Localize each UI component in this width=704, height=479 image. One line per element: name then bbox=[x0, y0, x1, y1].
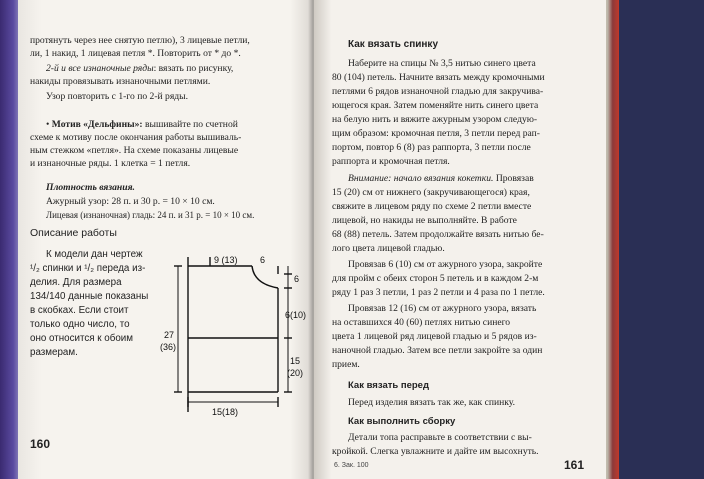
right-page-number: 161 bbox=[564, 458, 585, 472]
heading-assembly: Как выполнить сборку bbox=[348, 416, 456, 427]
p4-line-3: цвета 1 лицевой ряд лицевой гладью и 5 рядов из- bbox=[332, 331, 537, 342]
p1-line-2: 80 (104) петель. Начните вязать между кромочными bbox=[332, 72, 545, 83]
left-line-1b: ли, 1 накид, 1 лицевая петля *. Повторить от * до *. bbox=[30, 48, 241, 59]
motif-line-2: схеме к мотиву после окончания работы вышиваль- bbox=[30, 132, 242, 143]
diagram-label-bottom: 15(18) bbox=[212, 407, 239, 417]
left-line-3: Узор повторить с 1-го по 2-й ряды. bbox=[46, 91, 188, 102]
diagram-label-top: 9 (13) bbox=[214, 255, 238, 265]
density-heading: Плотность вязания. bbox=[46, 182, 135, 193]
p1-line-5: на белую нить и вяжите ажурным узором следую- bbox=[332, 114, 538, 125]
description-line-6: только одно число, то bbox=[30, 319, 130, 330]
diagram-label-left-paren: (36) bbox=[160, 342, 177, 352]
left-line-1a: протянуть через нее снятую петлю), 3 лицевые петли, bbox=[30, 35, 250, 46]
p1-line-3: петлями 6 рядов изнаночной гладью для закручива- bbox=[332, 86, 544, 97]
p4-line-2: на оставшихся 40 (60) петлях нитью синего bbox=[332, 317, 511, 328]
p1-line-1: Наберите на спицы № 3,5 нитью синего цвета bbox=[348, 58, 536, 69]
diagram-label-right-lower-paren: (20) bbox=[287, 368, 304, 378]
p4-line-4: наночной гладью. Затем все петли закройте за один bbox=[332, 345, 543, 356]
p2-line-1 bbox=[348, 172, 534, 185]
p1-line-6: щим образом: кромочная петля, 3 петли перед рап- bbox=[332, 128, 540, 139]
p4-line-1: Провязав 12 (16) см от ажурного узора, вязать bbox=[348, 303, 537, 314]
left-line-2a: 2-й и все изнаночные ряды: вязать по рисунку, bbox=[46, 63, 234, 74]
description-line-7: оно относится к обоим bbox=[30, 333, 134, 344]
p2-line-1-text: Провязав bbox=[495, 173, 534, 184]
p6-line-2: кройкой. Слегка увлажните и дайте им высохнуть. bbox=[332, 446, 539, 457]
motif-line-4: и изнаночные ряды. 1 клетка = 1 петля. bbox=[30, 158, 191, 169]
diagram-label-right-lower: 15 bbox=[290, 356, 301, 366]
p3-line-2: для пройм с обеих сторон 5 петель и в каждом 2-м bbox=[332, 273, 539, 284]
density-line-2: Лицевая (изнаночная) гладь: 24 п. и 31 р. = 10 × 10 см. bbox=[46, 210, 255, 220]
left-page-number: 160 bbox=[30, 437, 51, 451]
description-line-8: размерам. bbox=[30, 347, 78, 358]
footer-signature: 6. Зак. 100 bbox=[334, 462, 369, 469]
description-line-3: делия. Для размера bbox=[30, 277, 122, 288]
diagram-label-right-mid: 6(10) bbox=[285, 310, 307, 320]
description-line-1: К модели дан чертеж bbox=[46, 249, 143, 260]
p2-line-3: свяжите в лицевом ряду по схеме 2 петли вместе bbox=[332, 201, 532, 212]
motif-title: Мотив «Дельфины»: bbox=[51, 119, 143, 130]
left-line-2b: накиды провязывать изнаночными петлями. bbox=[30, 76, 211, 87]
left-page bbox=[18, 0, 314, 479]
p5: Перед изделия вязать так же, как спинку. bbox=[348, 397, 516, 408]
description-heading: Описание работы bbox=[30, 227, 117, 239]
pattern-diagram bbox=[160, 252, 308, 422]
heading-back: Как вязать спинку bbox=[348, 39, 438, 50]
p1-line-8: раппорта и кромочная петля. bbox=[332, 156, 450, 167]
p2-line-6: лого цвета лицевой гладью. bbox=[332, 243, 445, 254]
right-page bbox=[314, 0, 606, 479]
p3-line-1: Провязав 6 (10) см от ажурного узора, закройте bbox=[348, 259, 543, 270]
p4-line-5: прием. bbox=[332, 359, 360, 370]
motif-line-1: • Мотив «Дельфины»: вышивайте по счетной bbox=[46, 119, 238, 130]
p3-line-3: ряду 1 раз 3 петли, 1 раз 2 петли и 4 раза по 1 петле. bbox=[332, 287, 545, 298]
diagram-label-top-right: 6 bbox=[260, 255, 266, 265]
p6-line-1: Детали топа расправьте в соответствии с вы- bbox=[348, 432, 532, 443]
p2-line-5: 68 (88) петель. Затем продолжайте вязать нитью бе- bbox=[332, 229, 544, 240]
density-line-1: Ажурный узор: 28 п. и 30 р. = 10 × 10 см. bbox=[46, 196, 215, 207]
description-line-4: 134/140 данные показаны bbox=[30, 291, 149, 302]
description-line-5: в скобках. Если стоит bbox=[30, 305, 129, 316]
p2-line-4: лицевой, но накиды не выполняйте. В работе bbox=[332, 215, 517, 226]
p2-line-2: 15 (20) см от нижнего (закручивающегося) края, bbox=[332, 187, 530, 198]
diagram-label-right-upper: 6 bbox=[294, 274, 300, 284]
p1-line-4: ющегося края. Затем поменяйте нить синего цвета bbox=[332, 100, 539, 111]
attention-label: Внимание: начало вязания кокетки. bbox=[348, 173, 494, 184]
description-line-2: ¹/₂ спинки и ¹/₂ переда из- bbox=[30, 263, 146, 274]
motif-line-3: ным стежком «петля». На схеме показаны лицевые bbox=[30, 145, 239, 156]
diagram-label-left: 27 bbox=[164, 330, 175, 340]
heading-front: Как вязать перед bbox=[348, 380, 430, 391]
p1-line-7: портом, повтор 6 (8) раз раппорта, 3 петли после bbox=[332, 142, 531, 153]
